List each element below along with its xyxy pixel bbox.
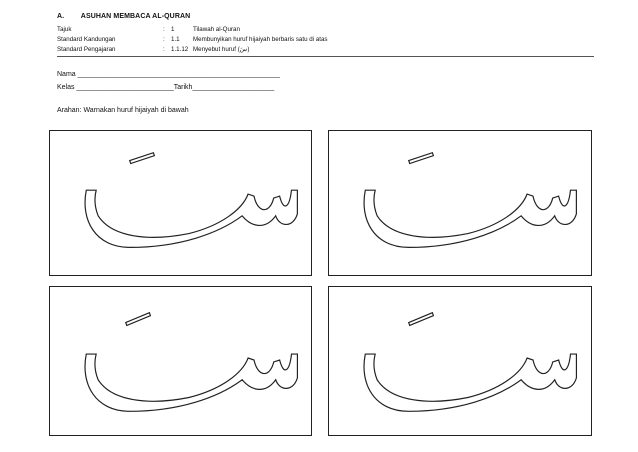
meta-code: 1 [171, 26, 175, 33]
meta-label: Standard Kandungan [57, 36, 116, 43]
sa-fatha-outline-icon [50, 131, 311, 275]
sa-fatha-outline-icon [50, 287, 311, 435]
letter-panel-3[interactable] [49, 286, 312, 436]
meta-code: 1.1.12 [171, 46, 189, 53]
section-number: A. [57, 13, 65, 20]
meta-colon: : [163, 36, 165, 43]
section-title: ASUHAN MEMBACA AL-QURAN [80, 13, 191, 20]
letter-panel-1[interactable] [49, 130, 312, 276]
meta-desc: Menyebut huruf (سَ) [193, 46, 250, 53]
letter-panel-2[interactable] [328, 130, 592, 276]
section-heading [57, 13, 190, 20]
meta-label: Standard Pengajaran [57, 46, 116, 53]
letter-panel-4[interactable] [328, 286, 592, 436]
meta-label: Tajuk [57, 26, 72, 33]
meta-desc: Membunyikan huruf hijaiyah berbaris satu di atas [193, 36, 328, 43]
meta-colon: : [163, 46, 165, 53]
meta-desc: Tilawah al-Quran [193, 26, 240, 33]
sa-fatha-outline-icon [329, 131, 591, 275]
instruction-text: Arahan: Warnakan huruf hijaiyah di bawah [57, 107, 189, 114]
sa-fatha-outline-icon [329, 287, 591, 435]
meta-code: 1.1 [171, 36, 180, 43]
meta-colon: : [163, 26, 165, 33]
header-divider [57, 56, 594, 57]
name-field-line[interactable]: Nama ____________________________________________________ [57, 71, 281, 78]
class-date-field-line[interactable]: Kelas _________________________Tarikh_____________________ [57, 84, 275, 91]
